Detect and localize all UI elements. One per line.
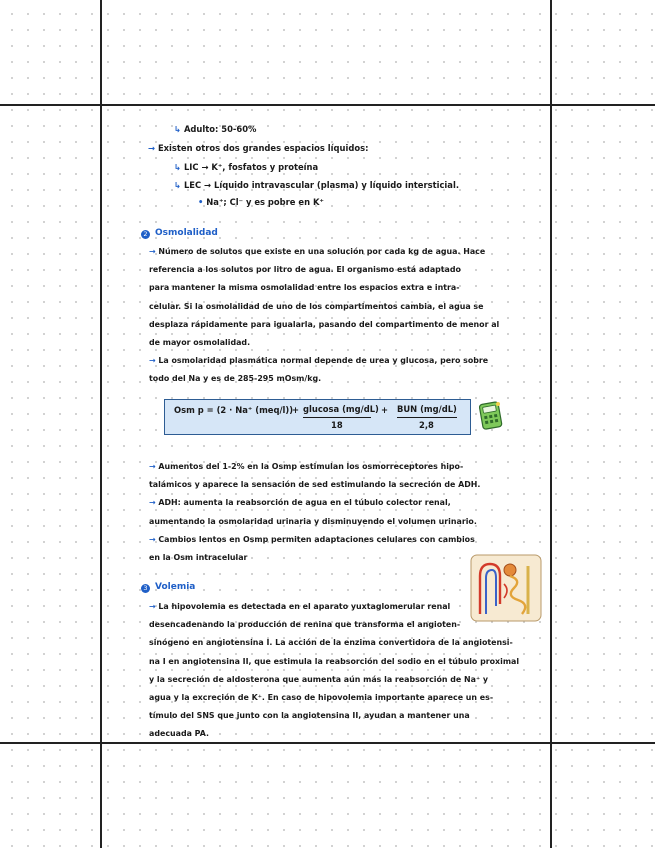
fraction-bar: [397, 417, 457, 418]
formula-box: [164, 399, 471, 435]
osmolalidad-paragraph-1: → Número de solutos que existe en una solución por cada kg de agua. Hace referencia a los solutos por litro de agua. El organismo está adaptado para mantener la misma osmolalidad entre los espacios extra e intra- celular. Si la osmolalidad de uno de los compartimentos cambia, el agua se desplaza rápidamente para igualarla, pasando del compartimento de menor al de mayor osmolalidad.: [149, 247, 500, 348]
note-adult: ↳ Adulto: 50-60%: [174, 124, 257, 134]
formula-bun-numerator: BUN (mg/dL): [397, 404, 457, 414]
arrow-icon: →: [149, 498, 156, 508]
note-spaces: → Existen otros dos grandes espacios líquidos:: [148, 143, 369, 153]
arrow-icon: ↳: [174, 180, 184, 190]
note-lec-ions: • Na⁺; Cl⁻ y es pobre en K⁺: [198, 197, 324, 207]
arrow-icon: →: [149, 356, 156, 365]
arrow-icon: →: [149, 462, 156, 471]
arrow-icon: →: [149, 247, 156, 256]
arrow-icon: →: [149, 534, 156, 544]
osmolalidad-paragraph-2: → La osmolaridad plasmática normal depende de urea y glucosa, pero sobre todo del Na y es de 285-295 mOsm/kg.: [149, 356, 489, 384]
formula-lhs: Osm p = (2 · Na⁺ (meq/l)): [174, 405, 294, 415]
arrow-icon: →: [148, 143, 158, 153]
section-number-badge: 2: [141, 230, 150, 239]
section-title-volemia: Volemia: [155, 582, 196, 592]
arrow-icon: ↳: [174, 124, 184, 134]
section-number-badge: 3: [141, 584, 150, 593]
left-margin-line: [100, 0, 102, 848]
formula-plus: +: [381, 405, 389, 415]
formula-glucose-denominator: 18: [331, 420, 343, 430]
fraction-bar: [303, 417, 371, 418]
section-title-osmolalidad: Osmolalidad: [155, 228, 218, 238]
formula-plus: +: [292, 405, 300, 415]
arrow-icon: ↳: [174, 162, 184, 172]
top-margin-line: [0, 104, 655, 106]
formula-bun-denominator: 2,8: [419, 420, 434, 430]
note-lec: ↳ LEC → Líquido intravascular (plasma) y líquido intersticial.: [174, 180, 460, 190]
note-lic: ↳ LIC → K⁺, fosfatos y proteína: [174, 162, 319, 172]
right-margin-line: [550, 0, 552, 848]
formula-glucose-numerator: glucosa (mg/dL): [303, 404, 379, 414]
calculator-sticker-icon: [479, 400, 503, 430]
arrow-icon: →: [149, 602, 156, 611]
osmolalidad-paragraph-3: → Aumentos del 1-2% en la Osmp estimulan los osmorreceptores hipo- talámicos y aparece la sensación de sed estimulando la secreción de ADH. → ADH: aumenta la reabsorción de agua en el túbulo colector renal, aumentando la osmolaridad urinaria y disminuyendo el volumen urinario. → Cambios lentos en Osmp permiten adaptaciones celulares con cambios en la Osm intracelular: [149, 462, 481, 563]
volemia-paragraph: → La hipovolemia es detectada en el aparato yuxtaglomerular renal desencadenando la producción de renina que transforma el angioten- sinógeno en angiotensina I. La acción de la enzima convertidora de la angiotensi- na I en angiotensina II, que estimula la reabsorción del sodio en el túbulo proximal y la secreción de aldosterona que aumenta aún más la reabsorción de Na⁺ y agua y la excreción de K⁺. En caso de hipovolemia importante aparece un es- tímulo del SNS que junto con la angiotensina II, ayudan a mantener una adecuada PA.: [149, 602, 520, 739]
bullet-icon: •: [198, 197, 207, 207]
